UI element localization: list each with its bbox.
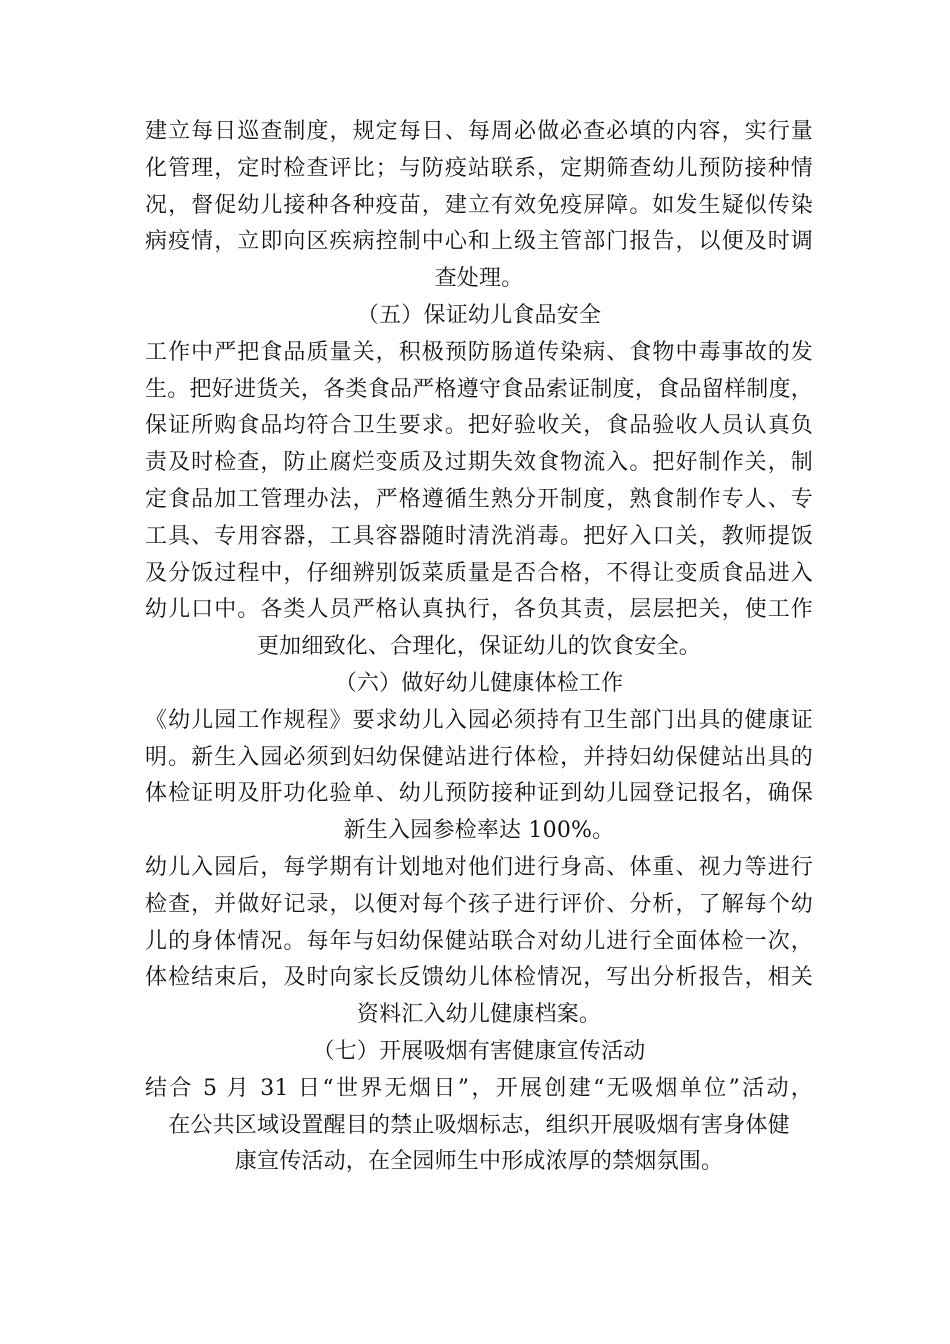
body-line: 更加细致化、合理化，保证幼儿的饮食安全。	[256, 634, 701, 660]
body-line: 体检证明及肝功化验单、幼儿预防接种证到幼儿园登记报名，确保	[145, 781, 813, 807]
body-line: 建立每日巡查制度，规定每日、每周必做必查必填的内容，实行量	[145, 119, 813, 144]
body-line: 况，督促幼儿接种各种疫苗，建立有效免疫屏障。如发生疑似传染	[145, 192, 813, 218]
body-line: 检查，并做好记录，以便对每个孩子进行评价、分析，了解每个幼	[145, 891, 813, 917]
body-line: 结合 5 月 31 日“世界无烟日”，开展创建“无吸烟单位”活动，	[145, 1075, 813, 1101]
body-line: 资料汇入幼儿健康档案。	[356, 1002, 602, 1028]
body-line: 在公共区域设置醒目的禁止吸烟标志，组织开展吸烟有害身体健	[168, 1112, 790, 1138]
body-line: 明。新生入园必须到妇幼保健站进行体检，并持妇幼保健站出具的	[145, 744, 813, 770]
section-heading: （七）开展吸烟有害健康宣传活动	[312, 1038, 646, 1064]
body-line: 责及时检查，防止腐烂变质及过期失效食物流入。把好制作关，制	[145, 450, 813, 476]
body-line: 儿的身体情况。每年与妇幼保健站联合对幼儿进行全面体检一次，	[145, 928, 813, 954]
section-heading: （六）做好幼儿健康体检工作	[334, 670, 624, 696]
body-line: 工具、专用容器，工具容器随时清洗消毒。把好入口关，教师提饭	[145, 523, 813, 549]
body-line: 保证所购食品均符合卫生要求。把好验收关，食品验收人员认真负	[145, 413, 813, 439]
body-line: 及分饭过程中，仔细辨别饭菜质量是否合格，不得让变质食品进入	[145, 560, 813, 586]
body-line: 康宣传活动，在全园师生中形成浓厚的禁烟氛围。	[234, 1149, 724, 1175]
body-line: 幼儿口中。各类人员严格认真执行，各负其责，层层把关，使工作	[145, 597, 813, 623]
body-line: 新生入园参检率达 100%。	[343, 818, 615, 844]
section-heading: （五）保证幼儿食品安全	[356, 302, 602, 328]
body-line: 体检结束后，及时向家长反馈幼儿体检情况，写出分析报告，相关	[145, 965, 813, 991]
body-line: 工作中严把食品质量关，积极预防肠道传染病、食物中毒事故的发	[145, 339, 813, 365]
body-line: 生。把好进货关，各类食品严格遵守食品索证制度，食品留样制度，	[145, 376, 813, 402]
body-line: 病疫情，立即向区疾病控制中心和上级主管部门报告，以便及时调	[145, 229, 813, 255]
body-line: 查处理。	[434, 266, 524, 292]
document-body	[145, 114, 813, 1181]
body-line: 定食品加工管理办法，严格遵循生熟分开制度，熟食制作专人、专	[145, 486, 813, 512]
body-line: 幼儿入园后，每学期有计划地对他们进行身高、体重、视力等进行	[145, 854, 813, 880]
body-line: 化管理，定时检查评比；与防疫站联系，定期筛查幼儿预防接种情	[145, 155, 813, 181]
body-line: 《幼儿园工作规程》要求幼儿入园必须持有卫生部门出具的健康证	[145, 707, 813, 733]
